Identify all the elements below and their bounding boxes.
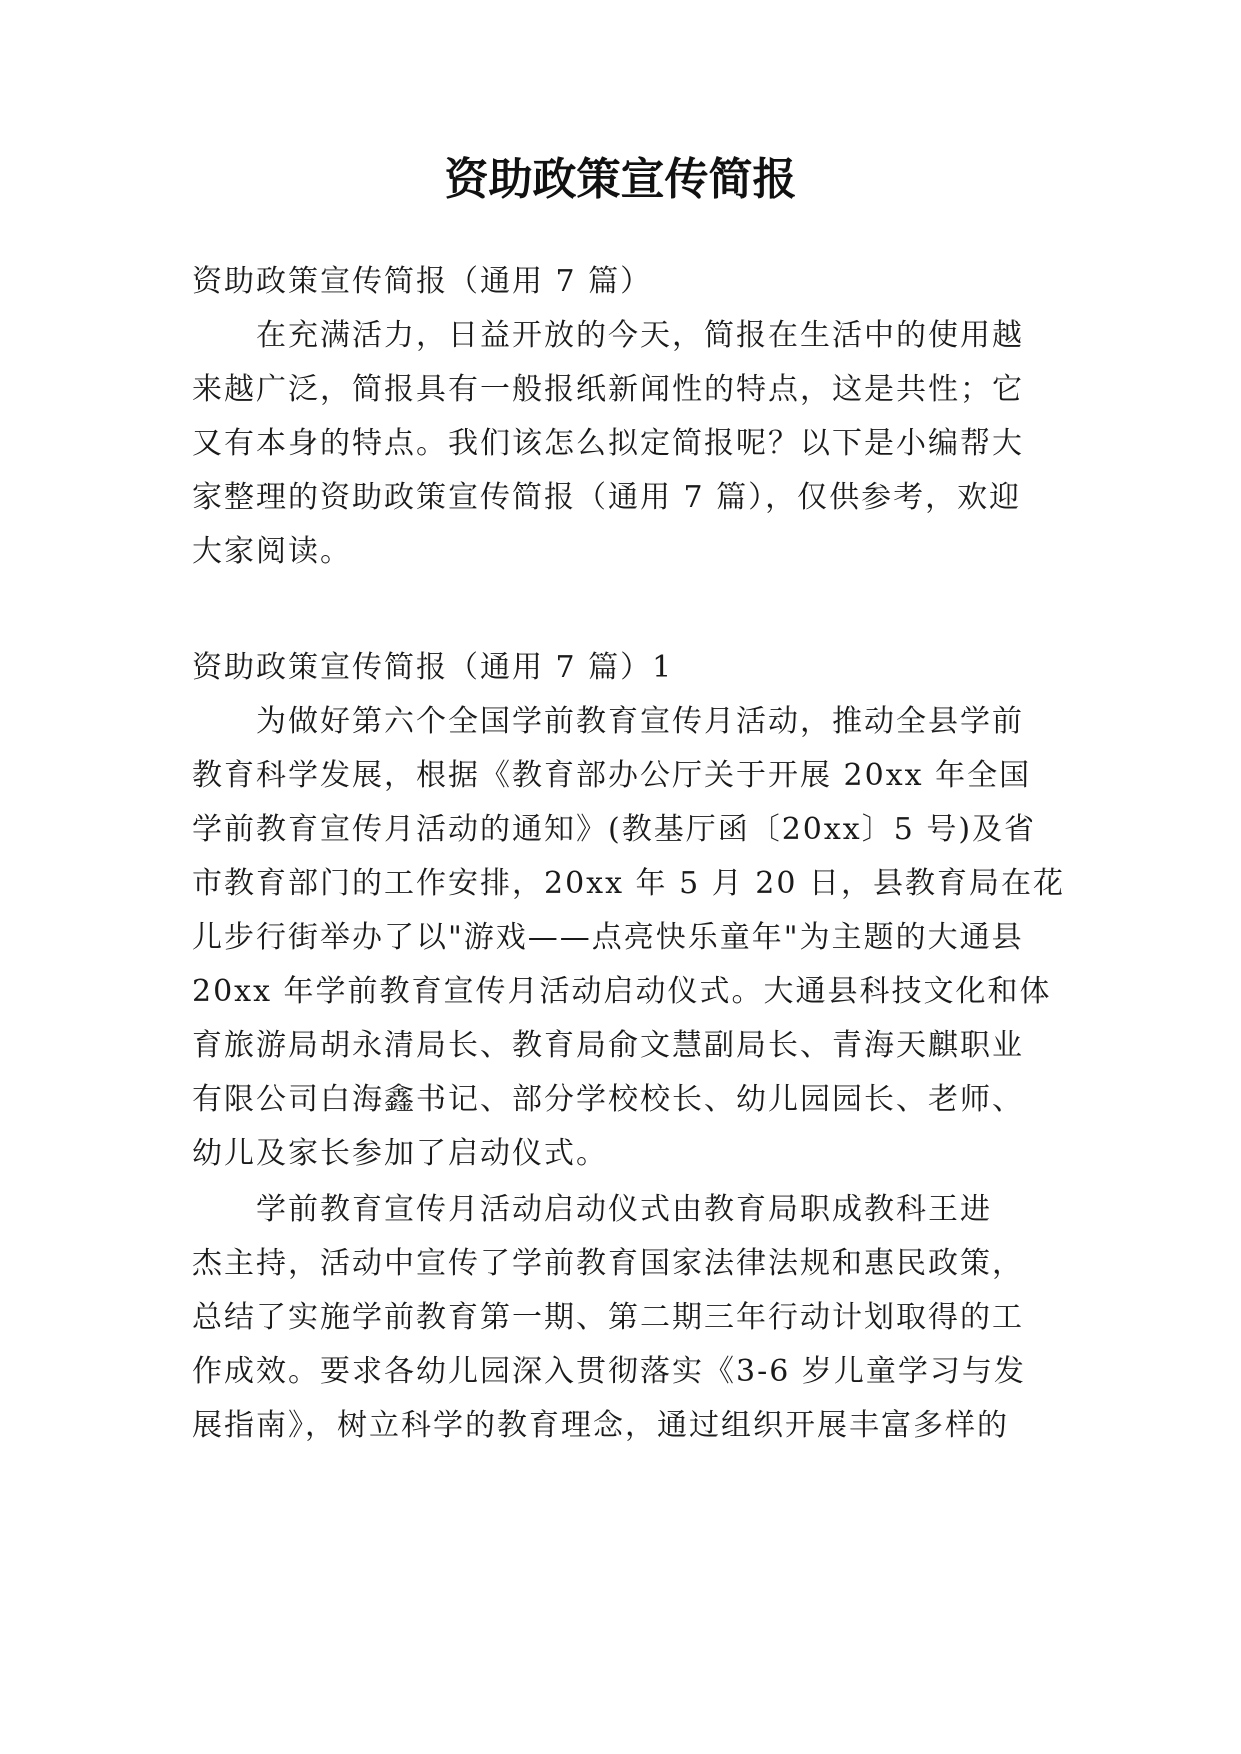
body-paragraph-line: 学前教育宣传月活动启动仪式由教育局职成教科王进 xyxy=(256,1192,992,1227)
intro-paragraph-line: 家整理的资助政策宣传简报（通用 7 篇），仅供参考，欢迎 xyxy=(192,480,1022,515)
body-paragraph-line: 育旅游局胡永清局长、教育局俞文慧副局长、青海天麒职业 xyxy=(192,1028,1024,1063)
body-paragraph-line: 教育科学发展，根据《教育部办公厅关于开展 20xx 年全国 xyxy=(192,758,1032,793)
body-paragraph-line: 为做好第六个全国学前教育宣传月活动，推动全县学前 xyxy=(256,704,1024,739)
body-paragraph-line: 展指南》，树立科学的教育理念，通过组织开展丰富多样的 xyxy=(192,1408,1009,1443)
body-paragraph-line: 儿步行街举办了以"游戏——点亮快乐童年"为主题的大通县 xyxy=(192,920,1024,955)
body-paragraph-line: 有限公司白海鑫书记、部分学校校长、幼儿园园长、老师、 xyxy=(192,1082,1024,1117)
section-heading: 资助政策宣传简报（通用 7 篇）1 xyxy=(192,650,674,685)
body-paragraph-line: 杰主持，活动中宣传了学前教育国家法律法规和惠民政策， xyxy=(192,1246,1024,1281)
intro-paragraph-line: 大家阅读。 xyxy=(192,534,352,569)
intro-subtitle: 资助政策宣传简报（通用 7 篇） xyxy=(192,264,653,299)
intro-paragraph-line: 在充满活力，日益开放的今天，简报在生活中的使用越 xyxy=(256,318,1024,353)
intro-paragraph-line: 又有本身的特点。我们该怎么拟定简报呢？以下是小编帮大 xyxy=(192,426,1024,461)
intro-paragraph-line: 来越广泛，简报具有一般报纸新闻性的特点，这是共性；它 xyxy=(192,372,1024,407)
body-paragraph-line: 学前教育宣传月活动的通知》(教基厅函〔20xx〕5 号)及省 xyxy=(192,812,1037,847)
body-paragraph-line: 市教育部门的工作安排，20xx 年 5 月 20 日，县教育局在花 xyxy=(192,866,1065,901)
body-paragraph-line: 总结了实施学前教育第一期、第二期三年行动计划取得的工 xyxy=(192,1300,1024,1335)
document-title: 资助政策宣传简报 xyxy=(444,154,797,205)
body-paragraph-line: 幼儿及家长参加了启动仪式。 xyxy=(192,1136,608,1171)
body-paragraph-line: 20xx 年学前教育宣传月活动启动仪式。大通县科技文化和体 xyxy=(192,974,1052,1009)
body-paragraph-line: 作成效。要求各幼儿园深入贯彻落实《3-6 岁儿童学习与发 xyxy=(192,1354,1026,1389)
